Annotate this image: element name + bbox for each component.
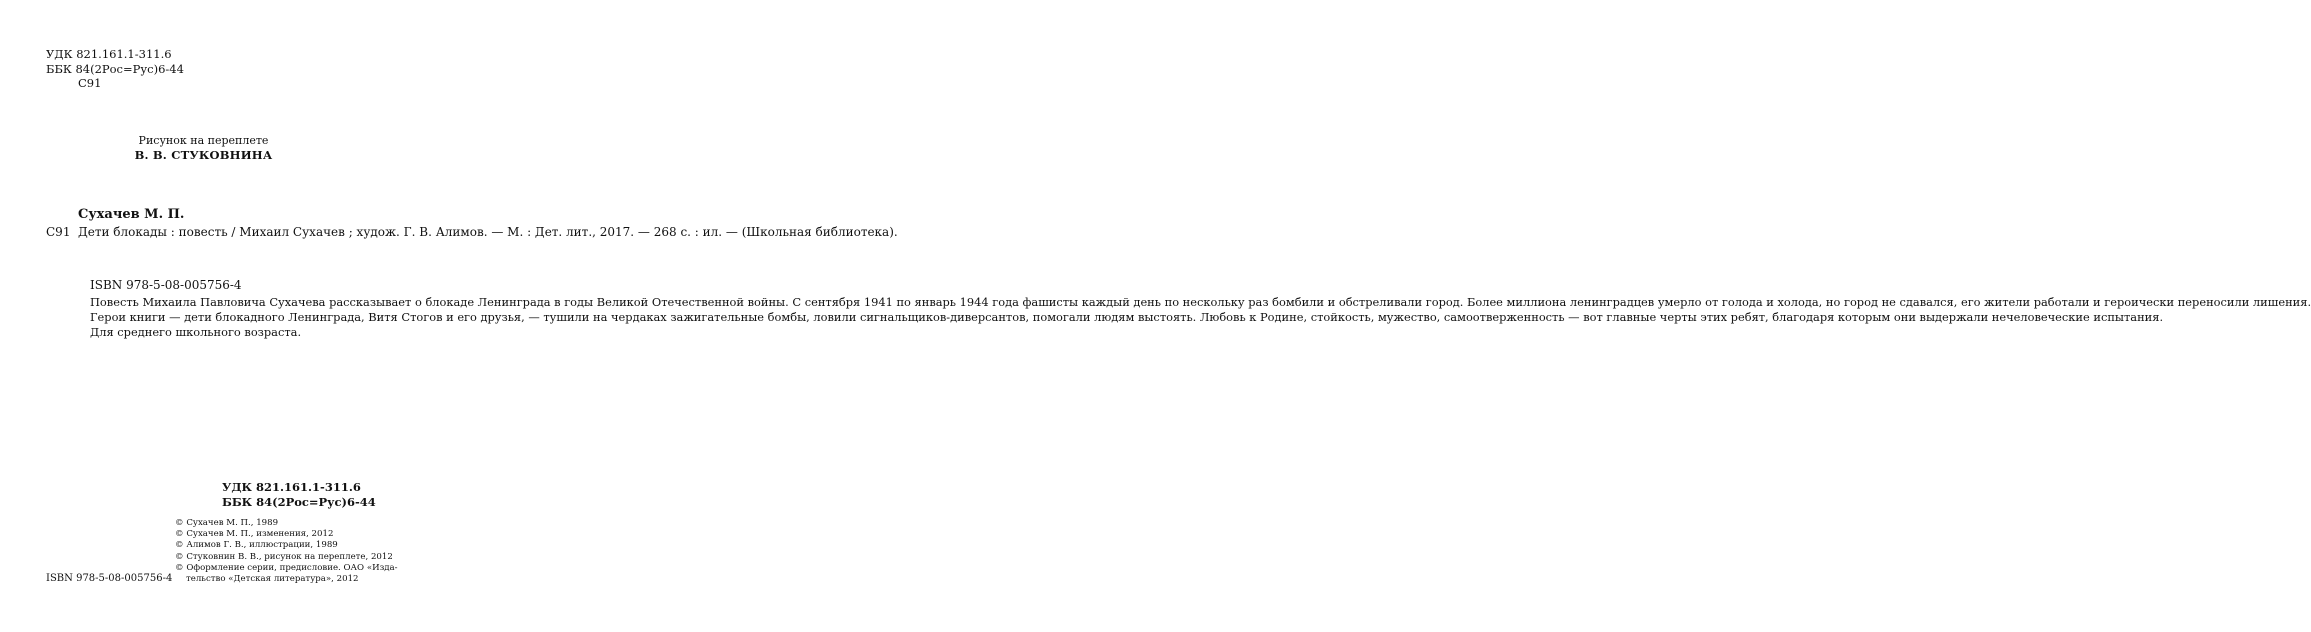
copyright-line: © Сухачев М. П., изменения, 2012 xyxy=(175,529,334,540)
isbn-main: ISBN 978-5-08-005756-4 xyxy=(90,278,242,292)
copyright-line: © Сухачев М. П., 1989 xyxy=(175,518,279,528)
bibliographic-description xyxy=(78,225,898,240)
bbk-code-bold: ББК 84(2Рос=Рус)6-44 xyxy=(222,494,376,509)
udk-code: УДК 821.161.1-311.6 xyxy=(46,47,172,61)
annotation-paragraph: Повесть Михаила Павловича Сухачева рассказывает о блокаде Ленинграда в годы Великой Отечественной войны. С сентября 1941 по январь 1944 года фашисты каждый день по нескольку раз бомбили и обстреливали город. Более миллиона ленинградцев умерло от голода и холода, но город не сдавался, его жители работали и героически переносили лишения. xyxy=(90,295,2311,309)
isbn-bottom: ISBN 978-5-08-005756-4 xyxy=(46,573,173,584)
classification-codes-bold xyxy=(222,480,376,509)
bibliography-code: С91 xyxy=(46,225,71,239)
classification-codes xyxy=(46,47,184,91)
annotation-paragraph: Для среднего школьного возраста. xyxy=(90,324,302,339)
cover-art-note: Рисунок на переплете xyxy=(138,134,269,147)
copyright-line: © Оформление серии, предисловие. ОАО «Изда- xyxy=(175,562,398,573)
author-sign: С91 xyxy=(78,76,102,90)
bbk-code: ББК 84(2Рос=Рус)6-44 xyxy=(46,61,184,76)
copyright-list xyxy=(175,518,398,585)
author-heading: Сухачев М. П. xyxy=(78,207,185,222)
copyright-line: © Алимов Г. В., иллюстрации, 1989 xyxy=(175,540,338,551)
udk-code-bold: УДК 821.161.1-311.6 xyxy=(222,480,361,494)
bibliographic-text: Дети блокады : повесть / Михаил Сухачев ; худож. Г. В. Алимов. — М. : Дет. лит., 2017. — 268 с. : ил. — (Школьная библиотека). xyxy=(78,225,898,239)
annotation xyxy=(78,295,2311,339)
annotation-paragraph: Герои книги — дети блокадного Ленинграда, Витя Стогов и его друзья, — тушили на чердаках зажигательные бомбы, ловили сигнальщиков-диверсантов, помогали людям выстоять. Любовь к Родине, стойкость, мужество, самоотверженность — вот главные черты этих ребят, благодаря которым они выдержали нечеловеческие испытания. xyxy=(90,309,2164,324)
cover-artist-name: В. В. СТУКОВНИНА xyxy=(134,148,273,162)
copyright-line: © Стуковнин В. В., рисунок на переплете, 2012 xyxy=(175,551,393,562)
copyright-line: тельство «Детская литература», 2012 xyxy=(186,574,359,585)
